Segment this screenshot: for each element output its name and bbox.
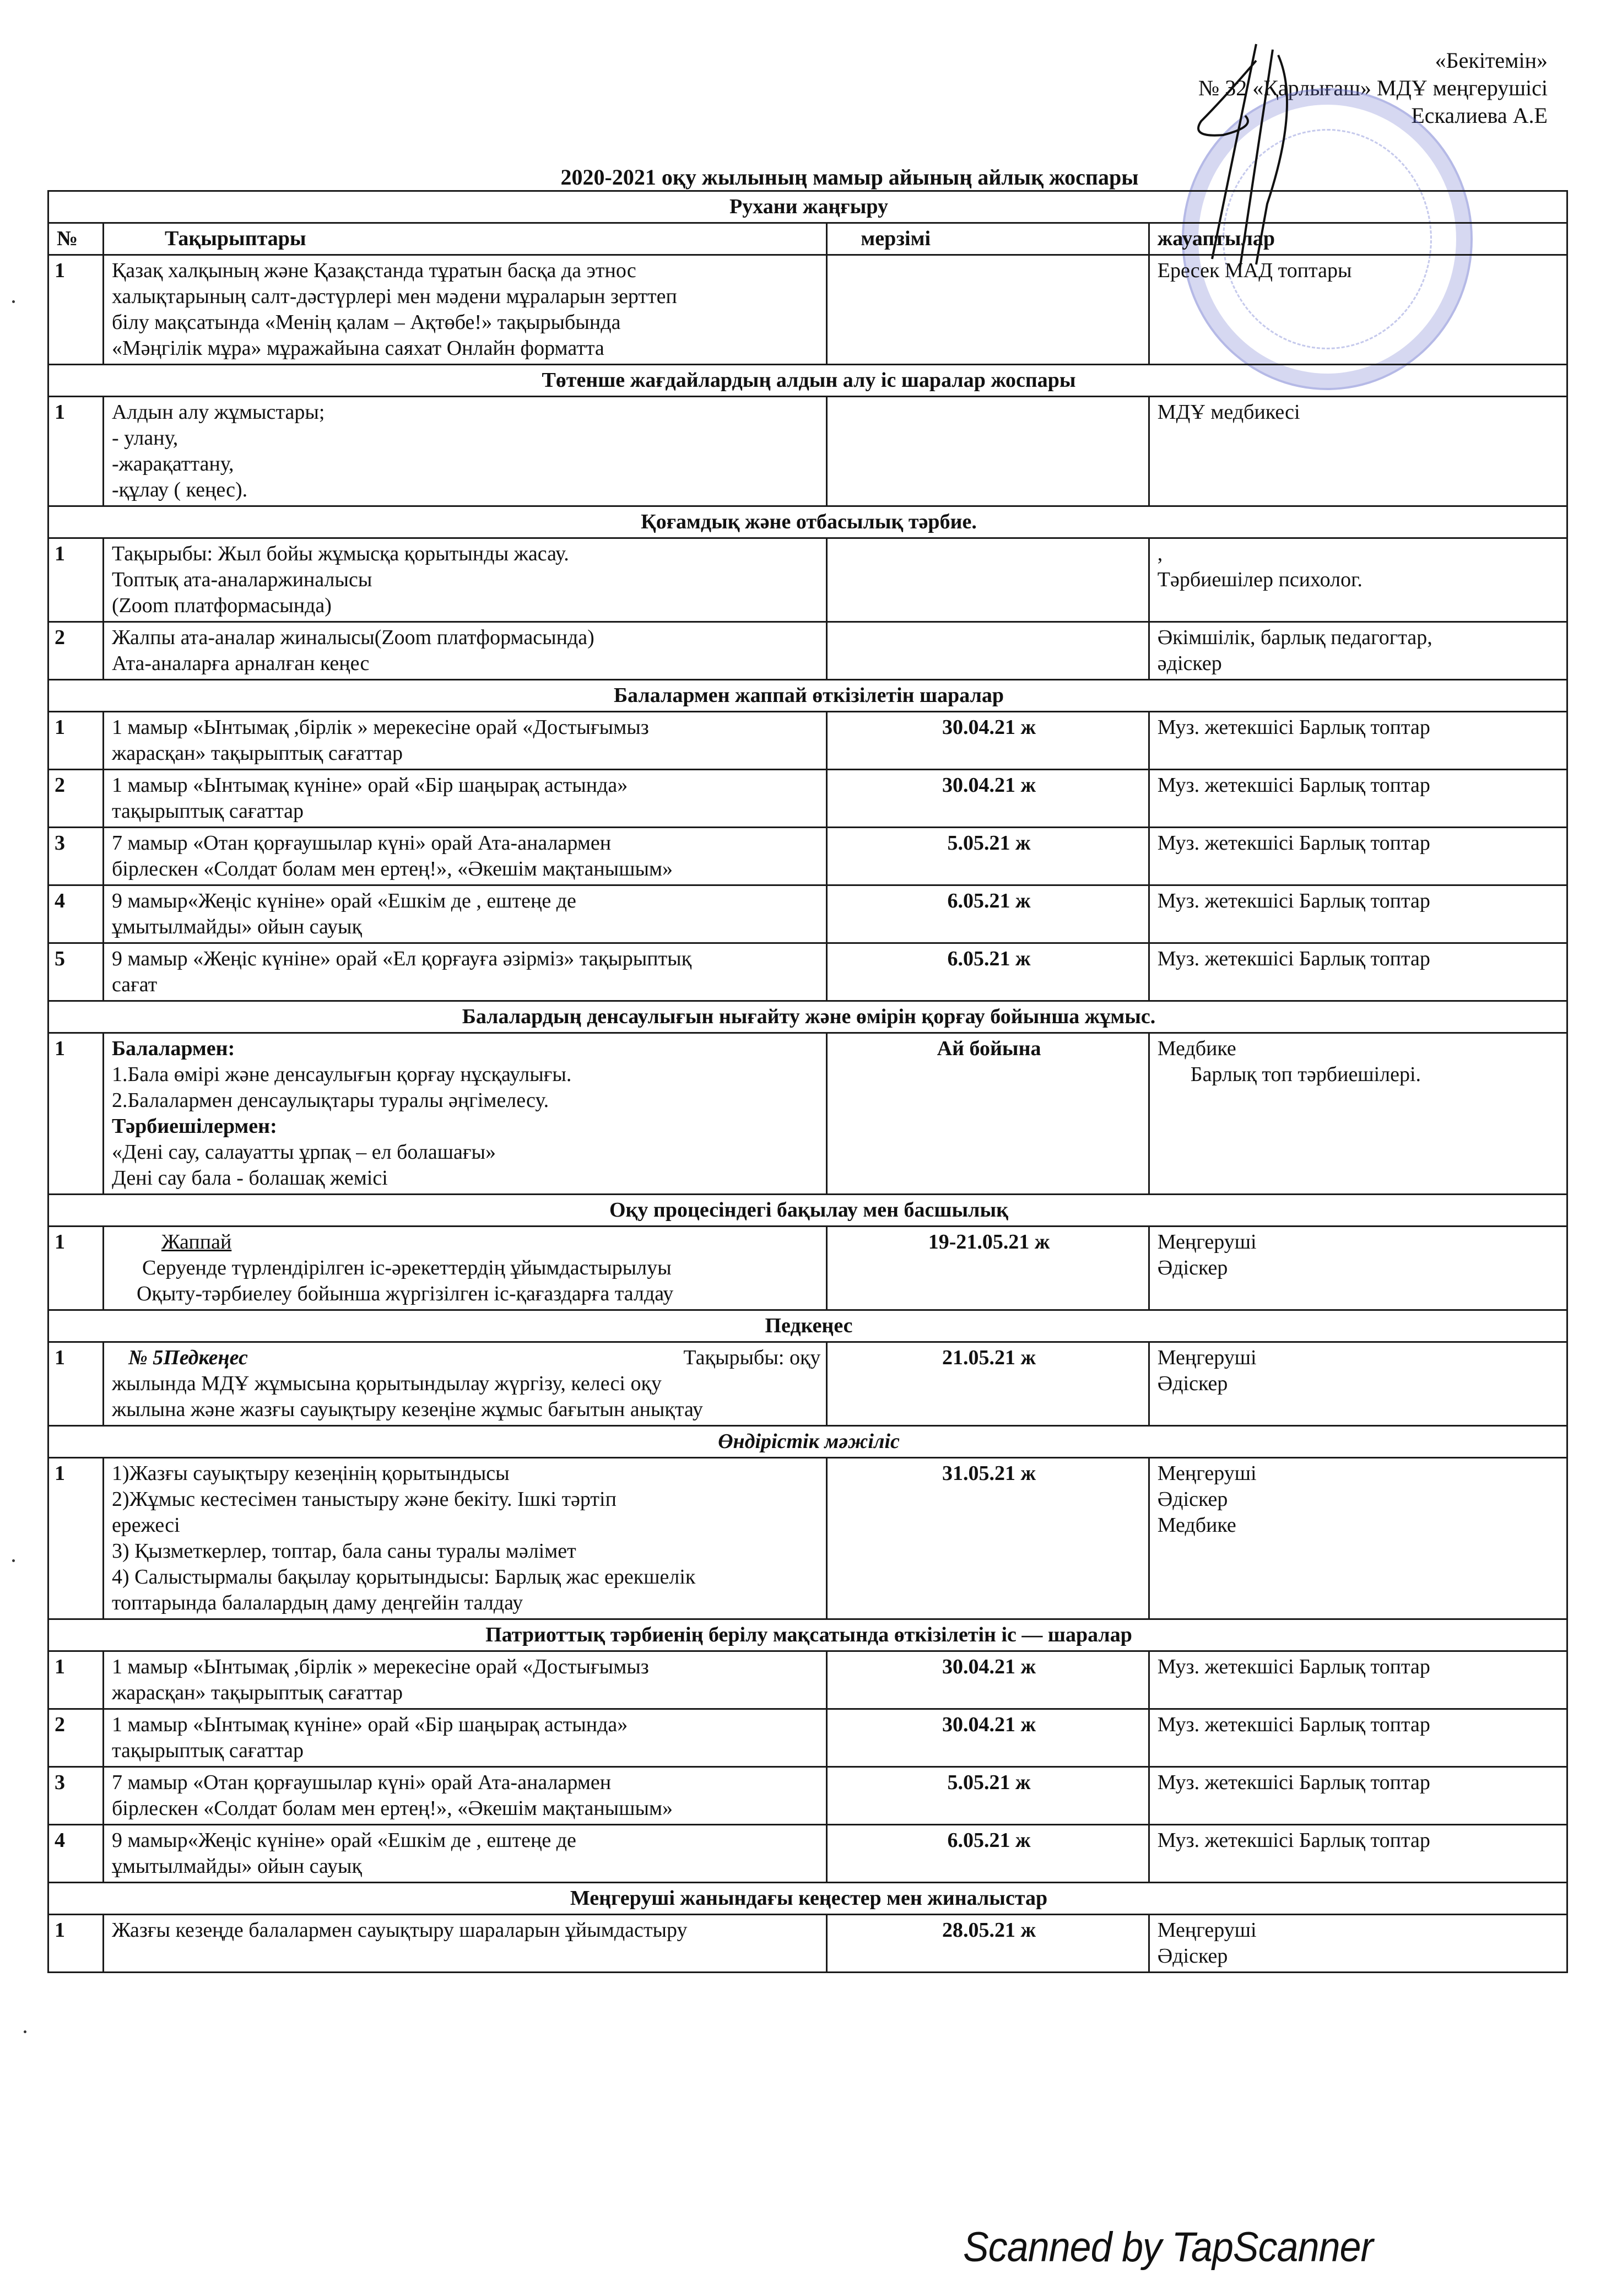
- topic-line: 7 мамыр «Отан қорғаушылар күні» орай Ата-аналармен: [111, 1771, 612, 1794]
- responsible-line: Әкімшілік, барлық педагогтар,: [1157, 626, 1432, 649]
- scan-speck: [24, 2030, 26, 2033]
- topic-line: 1.Бала өмірі және денсаулығын қорғау нұсқаулығы.: [111, 1063, 572, 1086]
- responsible-line: Әдіскер: [1157, 1944, 1228, 1968]
- row-topic: [103, 943, 826, 1001]
- row-topic: [103, 1227, 826, 1310]
- topic-subheading: Балалармен:: [111, 1037, 235, 1060]
- row-topic: [103, 1915, 826, 1973]
- row-number: 1: [48, 255, 104, 365]
- row-responsible: [1149, 1033, 1567, 1195]
- section-title: Өндірістік мәжіліс: [48, 1426, 1567, 1458]
- scan-speck: [12, 1559, 15, 1562]
- row-topic: [103, 1825, 826, 1883]
- table-row: [48, 1342, 1567, 1426]
- topic-line: сағат: [111, 973, 158, 996]
- topic-line: 1 мамыр «Ынтымақ күніне» орай «Бір шаңырақ астында»: [111, 774, 628, 797]
- responsible-line: ,: [1157, 542, 1163, 565]
- row-topic: [103, 397, 826, 506]
- row-date: 30.04.21 ж: [827, 712, 1149, 770]
- row-responsible: [1149, 712, 1567, 770]
- section-header-row: [48, 365, 1567, 397]
- row-topic: [103, 1033, 826, 1195]
- topic-line: тақырыптық сағаттар: [111, 799, 304, 823]
- section-title: Педкеңес: [48, 1310, 1567, 1342]
- topic-line: 1)Жазғы сауықтыру кезеңінің қорытындысы: [111, 1462, 510, 1485]
- table-row: [48, 1651, 1567, 1709]
- row-date: 21.05.21 ж: [827, 1342, 1149, 1426]
- row-responsible: [1149, 1458, 1567, 1619]
- section-title: Төтенше жағдайлардың алдын алу іс шаралар жоспары: [48, 365, 1567, 397]
- table-row: [48, 1458, 1567, 1619]
- row-number: 1: [48, 538, 104, 622]
- topic-line: бірлескен «Солдат болам мен ертең!», «Әкешім мақтанышым»: [111, 857, 673, 880]
- row-responsible: [1149, 1342, 1567, 1426]
- topic-line: 1 мамыр «Ынтымақ күніне» орай «Бір шаңырақ астында»: [111, 1713, 628, 1736]
- responsible-line: Муз. жетекшісі Барлық топтар: [1157, 1655, 1430, 1678]
- table-row: [48, 255, 1567, 365]
- responsible-line: Тәрбиешілер психолог.: [1157, 568, 1363, 591]
- table-row: [48, 1709, 1567, 1767]
- row-number: 1: [48, 1915, 104, 1973]
- row-topic: [103, 255, 826, 365]
- table-row: [48, 828, 1567, 885]
- row-responsible: [1149, 1651, 1567, 1709]
- row-responsible: [1149, 397, 1567, 506]
- row-date: [827, 255, 1149, 365]
- topic-line: 2.Балалармен денсаулықтары туралы әңгімелесу.: [111, 1089, 549, 1112]
- topic-line: тақырыптық сағаттар: [111, 1739, 304, 1762]
- responsible-line: Әдіскер: [1157, 1488, 1228, 1511]
- row-date: [827, 397, 1149, 506]
- row-number: 1: [48, 1458, 104, 1619]
- section-title: Патриоттық тәрбиенің берілу мақсатында өткізілетін іс — шаралар: [48, 1619, 1567, 1651]
- topic-line: 2)Жұмыс кестесімен таныстыру және бекіту. Ішкі тәртіп: [111, 1488, 617, 1511]
- row-number: 4: [48, 885, 104, 943]
- row-topic: [103, 538, 826, 622]
- row-responsible: [1149, 885, 1567, 943]
- topic-line: жарасқан» тақырыптық сағаттар: [111, 742, 403, 765]
- topic-line: -құлау ( кеңес).: [111, 478, 248, 501]
- section-header-row: [48, 1310, 1567, 1342]
- responsible-line: Муз. жетекшісі Барлық топтар: [1157, 831, 1430, 855]
- section-header-row: [48, 680, 1567, 712]
- row-date: 6.05.21 ж: [827, 943, 1149, 1001]
- row-number: 1: [48, 1227, 104, 1310]
- topic-line: Дені сау бала - болашақ жемісі: [111, 1166, 388, 1190]
- row-number: 2: [48, 1709, 104, 1767]
- row-number: 1: [48, 1342, 104, 1426]
- topic-heading-line: [112, 1345, 820, 1371]
- responsible-line: Ересек МАД топтары: [1157, 259, 1352, 282]
- section-title: Қоғамдық және отбасылық тәрбие.: [48, 506, 1567, 538]
- row-date: 30.04.21 ж: [827, 1709, 1149, 1767]
- topic-line: ұмытылмайды» ойын сауық: [111, 1855, 362, 1878]
- topic-line: Серуенде түрлендірілген іс-әрекеттердің ұйымдастырылуы: [142, 1256, 672, 1279]
- row-topic: [103, 1709, 826, 1767]
- topic-line: «Дені сау, салауатты ұрпақ – ел болашағы»: [111, 1141, 496, 1164]
- topic-line: ережесі: [111, 1514, 180, 1537]
- row-topic: [103, 1342, 826, 1426]
- row-date: 6.05.21 ж: [827, 885, 1149, 943]
- topic-line: жылында МДҰ жұмысына қорытындылау жүргізу, келесі оқу: [111, 1372, 662, 1395]
- row-date: 30.04.21 ж: [827, 1651, 1149, 1709]
- monthly-plan-table: [47, 190, 1568, 1973]
- approval-block: [1198, 47, 1548, 129]
- topic-line: ұмытылмайды» ойын сауық: [111, 915, 362, 938]
- topic-line: Тақырыбы: Жыл бойы жұмысқа қорытынды жасау.: [111, 542, 569, 565]
- topic-line: 9 мамыр «Жеңіс күніне» орай «Ел қорғауға әзірміз» тақырыптық: [111, 947, 692, 970]
- topic-line: 9 мамыр«Жеңіс күніне» орай «Ешкім де , ештеңе де: [111, 1829, 576, 1852]
- row-responsible: [1149, 255, 1567, 365]
- column-header-num: №: [48, 223, 104, 255]
- row-date: 19-21.05.21 ж: [827, 1227, 1149, 1310]
- topic-line: 3) Қызметкерлер, топтар, бала саны туралы мәлімет: [111, 1539, 576, 1563]
- row-responsible: [1149, 770, 1567, 828]
- topic-line: -жарақаттану,: [111, 452, 234, 476]
- section-title: Балалармен жаппай өткізілетін шаралар: [48, 680, 1567, 712]
- section-title: Оқу процесіндегі бақылау мен басшылық: [48, 1195, 1567, 1227]
- page-title: 2020-2021 оқу жылының мамыр айының айлық жоспары: [560, 165, 1139, 190]
- table-row: [48, 1767, 1567, 1825]
- section-title: Меңгеруші жанындағы кеңестер мен жиналыстар: [48, 1883, 1567, 1915]
- topic-line: Қазақ халқының және Қазақстанда тұратын басқа да этнос: [111, 259, 636, 282]
- column-header-topic: Тақырыптары: [103, 223, 826, 255]
- responsible-line: Меңгеруші: [1157, 1919, 1257, 1942]
- row-number: 1: [48, 712, 104, 770]
- row-topic: [103, 1458, 826, 1619]
- table-row: [48, 622, 1567, 680]
- responsible-line: әдіскер: [1157, 652, 1222, 675]
- section-header-row: [48, 1883, 1567, 1915]
- row-number: 3: [48, 828, 104, 885]
- section-header-row: [48, 1619, 1567, 1651]
- section-title: Рухани жаңғыру: [48, 191, 1567, 223]
- row-topic: [103, 712, 826, 770]
- row-number: 1: [48, 1033, 104, 1195]
- topic-line: 4) Салыстырмалы бақылау қорытындысы: Барлық жас ерекшелік: [111, 1565, 696, 1589]
- responsible-line: МДҰ медбикесі: [1157, 401, 1300, 424]
- row-topic: [103, 1651, 826, 1709]
- row-number: 1: [48, 1651, 104, 1709]
- column-header-row: [48, 223, 1567, 255]
- row-topic: [103, 770, 826, 828]
- table-row: [48, 538, 1567, 622]
- topic-line: 1 мамыр «Ынтымақ ,бірлік » мерекесіне орай «Достығымыз: [111, 1655, 649, 1678]
- row-responsible: [1149, 1227, 1567, 1310]
- table-row: [48, 1915, 1567, 1973]
- topic-line: жарасқан» тақырыптық сағаттар: [111, 1681, 403, 1704]
- topic-line: Жалпы ата-аналар жиналысы(Zoom платформасында): [111, 626, 594, 649]
- row-date: Ай бойына: [827, 1033, 1149, 1195]
- section-header-row: [48, 1195, 1567, 1227]
- topic-line: халықтарының салт-дәстүрлері мен мәдени мұраларын зерттеп: [111, 285, 677, 308]
- approval-name: Ескалиева А.Е: [1411, 103, 1548, 128]
- topic-line: (Zoom платформасында): [111, 594, 332, 617]
- table-row: [48, 943, 1567, 1001]
- topic-subheading: Жаппай: [161, 1230, 232, 1254]
- row-date: 28.05.21 ж: [827, 1915, 1149, 1973]
- row-responsible: [1149, 1915, 1567, 1973]
- topic-line: топтарында балалардың даму деңгейін талдау: [111, 1591, 523, 1614]
- responsible-line: Муз. жетекшісі Барлық топтар: [1157, 774, 1430, 797]
- responsible-line: Медбике: [1157, 1037, 1236, 1060]
- row-number: 1: [48, 397, 104, 506]
- row-date: 5.05.21 ж: [827, 828, 1149, 885]
- topic-line: Тақырыбы: оқу: [683, 1346, 821, 1369]
- table-row: [48, 397, 1567, 506]
- topic-line: 7 мамыр «Отан қорғаушылар күні» орай Ата-аналармен: [111, 831, 612, 855]
- column-header-responsible: жауаптылар: [1149, 223, 1567, 255]
- row-topic: [103, 1767, 826, 1825]
- row-topic: [103, 622, 826, 680]
- section-header-row: [48, 506, 1567, 538]
- responsible-line: Медбике: [1157, 1514, 1236, 1537]
- responsible-line: Муз. жетекшісі Барлық топтар: [1157, 1771, 1430, 1794]
- topic-line: Жазғы кезеңде балалармен сауықтыру шараларын ұйымдастыру: [111, 1919, 688, 1942]
- topic-line: - улану,: [111, 426, 179, 450]
- table-row: [48, 712, 1567, 770]
- responsible-line: Муз. жетекшісі Барлық топтар: [1157, 947, 1430, 970]
- row-date: [827, 622, 1149, 680]
- responsible-line: Әдіскер: [1157, 1372, 1228, 1395]
- topic-subheading: Тәрбиешілермен:: [111, 1115, 277, 1138]
- section-header-row: [48, 1426, 1567, 1458]
- approval-title: «Бекітемін»: [1435, 48, 1548, 73]
- table-row: [48, 885, 1567, 943]
- topic-line: Топтық ата-аналаржиналысы: [111, 568, 372, 591]
- row-date: 31.05.21 ж: [827, 1458, 1149, 1619]
- scanner-watermark: Scanned by TapScanner: [963, 2224, 1373, 2271]
- responsible-line: Барлық топ тәрбиешілері.: [1190, 1063, 1421, 1086]
- responsible-line: Меңгеруші: [1157, 1230, 1257, 1254]
- row-responsible: [1149, 943, 1567, 1001]
- responsible-line: Муз. жетекшісі Барлық топтар: [1157, 716, 1430, 739]
- responsible-line: Меңгеруші: [1157, 1462, 1257, 1485]
- topic-line: білу мақсатында «Менің қалам – Ақтөбе!» тақырыбында: [111, 311, 621, 334]
- row-responsible: [1149, 622, 1567, 680]
- section-header-row: [48, 191, 1567, 223]
- section-title: Балалардың денсаулығын нығайту және өмірін қорғау бойынша жұмыс.: [48, 1001, 1567, 1033]
- table-row: [48, 1033, 1567, 1195]
- topic-line: Оқыту-тәрбиелеу бойынша жүргізілген іс-қағаздарға талдау: [136, 1282, 674, 1305]
- responsible-line: Муз. жетекшісі Барлық топтар: [1157, 1713, 1430, 1736]
- row-topic: [103, 828, 826, 885]
- row-topic: [103, 885, 826, 943]
- topic-line: бірлескен «Солдат болам мен ертең!», «Әкешім мақтанышым»: [111, 1797, 673, 1820]
- responsible-line: Муз. жетекшісі Барлық топтар: [1157, 1829, 1430, 1852]
- topic-line: 1 мамыр «Ынтымақ ,бірлік » мерекесіне орай «Достығымыз: [111, 716, 649, 739]
- scan-speck: [12, 300, 15, 303]
- row-date: 30.04.21 ж: [827, 770, 1149, 828]
- row-date: 6.05.21 ж: [827, 1825, 1149, 1883]
- row-date: 5.05.21 ж: [827, 1767, 1149, 1825]
- column-header-date: мерзімі: [827, 223, 1149, 255]
- row-responsible: [1149, 828, 1567, 885]
- section-header-row: [48, 1001, 1567, 1033]
- table-row: [48, 770, 1567, 828]
- row-number: 4: [48, 1825, 104, 1883]
- table-row: [48, 1825, 1567, 1883]
- topic-line: жылына және жазғы сауықтыру кезеңіне жұмыс бағытын анықтау: [111, 1398, 703, 1421]
- approval-position: № 32 «Қарлығаш» МДҰ меңгерушісі: [1198, 75, 1548, 100]
- row-responsible: [1149, 1825, 1567, 1883]
- row-responsible: [1149, 1709, 1567, 1767]
- topic-line: «Мәңгілік мұра» мұражайына саяхат Онлайн форматта: [111, 337, 604, 360]
- row-responsible: [1149, 538, 1567, 622]
- row-number: 2: [48, 622, 104, 680]
- responsible-line: Меңгеруші: [1157, 1346, 1257, 1369]
- row-responsible: [1149, 1767, 1567, 1825]
- topic-line: 9 мамыр«Жеңіс күніне» орай «Ешкім де , ештеңе де: [111, 889, 576, 912]
- topic-line: Ата-аналарға арналған кеңес: [111, 652, 370, 675]
- row-date: [827, 538, 1149, 622]
- responsible-line: Әдіскер: [1157, 1256, 1228, 1279]
- row-number: 2: [48, 770, 104, 828]
- responsible-line: Муз. жетекшісі Барлық топтар: [1157, 889, 1430, 912]
- topic-line: Алдын алу жұмыстары;: [111, 401, 325, 424]
- topic-subheading: № 5Педкеңес: [128, 1346, 248, 1369]
- row-number: 3: [48, 1767, 104, 1825]
- row-number: 5: [48, 943, 104, 1001]
- table-row: [48, 1227, 1567, 1310]
